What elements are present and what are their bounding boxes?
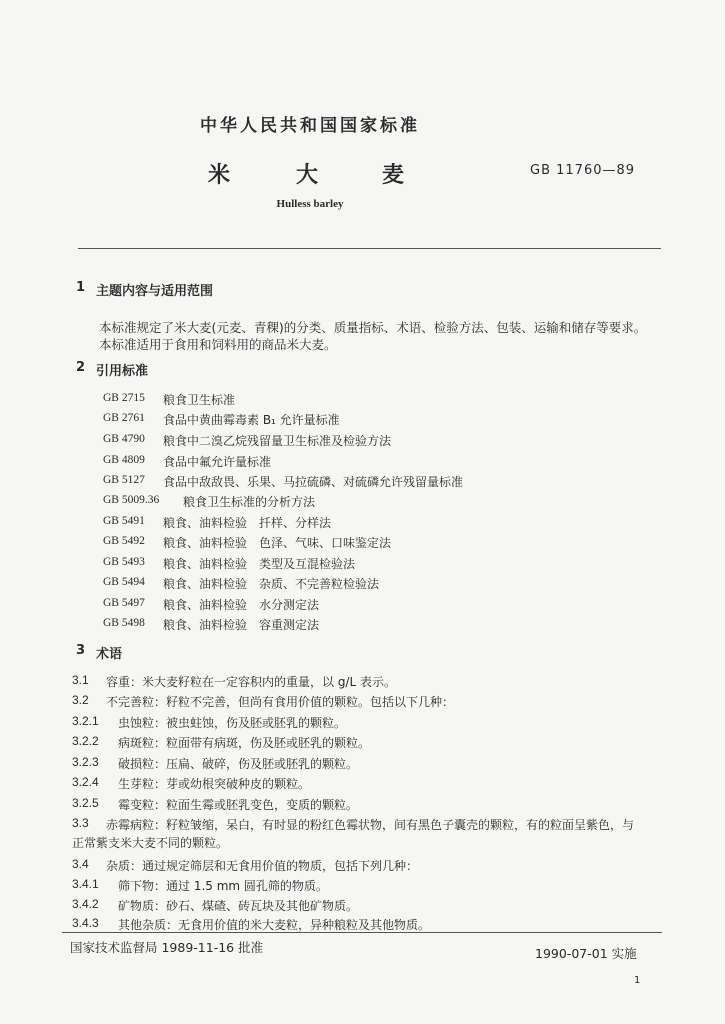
term-definition: 病斑粒：粒面带有病斑，伤及胚或胚乳的颗粒。 — [118, 736, 371, 750]
reference-code: GB 5127 — [103, 474, 145, 486]
reference-code: GB 5493 — [103, 556, 145, 568]
term-definition: 虫蚀粒：被虫蛀蚀，伤及胚或胚乳的颗粒。 — [118, 716, 347, 730]
section-2-title: 引用标准 — [96, 364, 149, 379]
scope-paragraph: 本标准规定了米大麦(元麦、青稞)的分类、质量指标、术语、检验方法、包装、运输和储存等要求。 — [99, 320, 647, 335]
term-definition: 矿物质：砂石、煤碴、砖瓦块及其他矿物质。 — [118, 899, 359, 913]
term-number: 3.2.2 — [72, 734, 99, 748]
standard-code: GB 11760—89 — [530, 163, 636, 178]
term-definition: 不完善粒：籽粒不完善，但尚有食用价值的颗粒。包括以下几种： — [106, 695, 455, 709]
reference-code: GB 5492 — [103, 535, 145, 547]
reference-title: 食品中敌敌畏、乐果、马拉硫磷、对硫磷允许残留量标准 — [163, 475, 464, 489]
term-definition: 杂质：通过规定筛层和无食用价值的物质，包括下列几种： — [106, 859, 419, 873]
section-1-title: 主题内容与适用范围 — [96, 284, 214, 299]
issuing-agency: 中华人民共和国国家标准 — [200, 116, 420, 136]
term-definition: 破损粒：压扁、破碎，伤及胚或胚乳的颗粒。 — [118, 757, 359, 771]
term-number: 3.2.4 — [72, 775, 99, 789]
term-definition: 生芽粒：芽或幼根突破种皮的颗粒。 — [118, 777, 311, 791]
reference-title: 粮食、油料检验 容重测定法 — [163, 618, 320, 632]
reference-title: 粮食、油料检验 杂质、不完善粒检验法 — [163, 577, 380, 591]
reference-title: 粮食、油料检验 水分测定法 — [163, 598, 320, 612]
term-definition: 赤霉病粒：籽粒皱缩，呆白，有时显的粉红色霉状物，间有黑色子囊壳的颗粒，有的粒面呈紫色，与 — [106, 818, 635, 832]
term-definition: 筛下物：通过 1.5 mm 圆孔筛的物质。 — [118, 879, 328, 893]
title-char-2: 大 — [296, 163, 319, 188]
reference-code: GB 5009.36 — [103, 494, 160, 506]
term-definition: 霉变粒：粒面生霉或胚乳变色，变质的颗粒。 — [118, 798, 359, 812]
term-number: 3.4.3 — [72, 916, 99, 930]
footer-divider — [62, 932, 662, 933]
reference-title: 粮食卫生标准 — [163, 393, 236, 407]
reference-code: GB 5494 — [103, 576, 145, 588]
section-1-num: 1 — [76, 280, 86, 295]
english-title: Hulless barley — [276, 198, 344, 210]
reference-title: 食品中黄曲霉毒素 B₁ 允许量标准 — [163, 413, 340, 427]
section-3-num: 3 — [76, 643, 86, 658]
term-number: 3.2.1 — [72, 714, 99, 728]
reference-title: 粮食卫生标准的分析方法 — [183, 495, 316, 509]
reference-code: GB 5491 — [103, 515, 145, 527]
term-number: 3.1 — [72, 673, 89, 687]
section-3-title: 术语 — [96, 647, 123, 662]
reference-code: GB 5497 — [103, 597, 145, 609]
term-number: 3.2.5 — [72, 796, 99, 810]
header-divider — [78, 248, 661, 249]
term-definition: 其他杂质：无食用价值的米大麦粒，异种粮粒及其他物质。 — [118, 918, 431, 932]
reference-code: GB 5498 — [103, 617, 145, 629]
title-char-3: 麦 — [382, 163, 405, 188]
effective-date: 1990-07-01 实施 — [535, 946, 637, 961]
title-char-1: 米 — [208, 163, 231, 188]
term-number: 3.3 — [72, 816, 89, 830]
reference-code: GB 4809 — [103, 454, 145, 466]
reference-title: 粮食中二溴乙烷残留量卫生标准及检验方法 — [163, 434, 392, 448]
reference-title: 粮食、油料检验 类型及互混检验法 — [163, 557, 356, 571]
reference-title: 粮食、油料检验 色泽、气味、口味鉴定法 — [163, 536, 392, 550]
term-number: 3.4.1 — [72, 877, 99, 891]
page-number: 1 — [634, 975, 641, 986]
section-2-num: 2 — [76, 360, 86, 375]
term-number: 3.4 — [72, 857, 89, 871]
reference-title: 食品中氟允许量标准 — [163, 455, 272, 469]
term-number: 3.2 — [72, 693, 89, 707]
scope-paragraph: 本标准适用于食用和饲料用的商品米大麦。 — [99, 337, 337, 352]
term-definition: 容重：米大麦籽粒在一定容积内的重量，以 g/L 表示。 — [106, 675, 396, 689]
reference-code: GB 2715 — [103, 392, 145, 404]
reference-code: GB 2761 — [103, 412, 145, 424]
term-number: 3.2.3 — [72, 755, 99, 769]
reference-code: GB 4790 — [103, 433, 145, 445]
term-number: 3.4.2 — [72, 897, 99, 911]
reference-title: 粮食、油料检验 扦样、分样法 — [163, 516, 332, 530]
approval-date: 国家技术监督局 1989-11-16 批准 — [70, 940, 264, 955]
term-definition-continued: 正常紫支米大麦不同的颗粒。 — [72, 836, 229, 850]
